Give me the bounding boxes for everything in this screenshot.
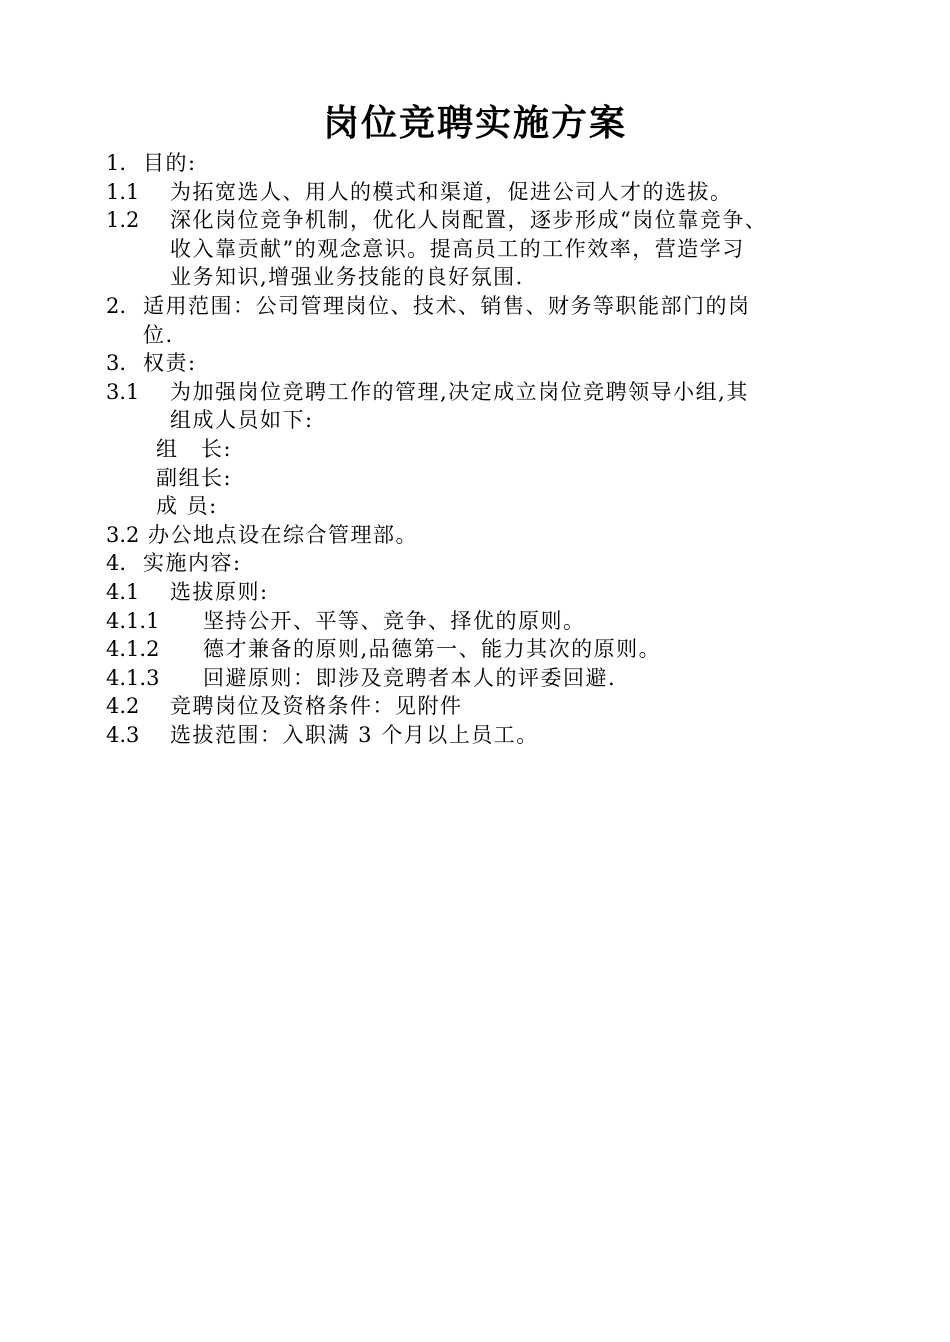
section-text: 选拔范围：入职满 3 个月以上员工。 (170, 722, 539, 747)
section-number: 3.1 (106, 379, 140, 404)
section-text: 为加强岗位竞聘工作的管理,决定成立岗位竞聘领导小组,其 (170, 379, 749, 404)
member-line (0, 492, 950, 521)
section-line (0, 521, 950, 550)
section-line (0, 235, 950, 264)
section-line (0, 178, 950, 207)
section-number: 4.1 (106, 579, 140, 604)
section-number: 3.2 (106, 522, 140, 547)
section-text: 回避原则：即涉及竞聘者本人的评委回避. (203, 665, 617, 690)
document-body (0, 149, 950, 749)
section-text: 权责: (143, 351, 197, 376)
section-number: 1.2 (106, 208, 140, 233)
section-text: 竞聘岗位及资格条件：见附件 (170, 694, 463, 719)
section-number: 4.1.3 (106, 665, 160, 690)
section-line (0, 349, 950, 378)
section-number: 4.2 (106, 694, 140, 719)
section-text: 坚持公开、平等、竞争、择优的原则。 (203, 608, 586, 633)
section-number: 1.1 (106, 179, 140, 204)
member-line (0, 464, 950, 493)
section-line (0, 549, 950, 578)
section-text: 办公地点设在综合管理部。 (148, 522, 418, 547)
section-line (0, 635, 950, 664)
section-line (0, 578, 950, 607)
section-line (0, 664, 950, 693)
deputy-leader-label: 副组长: (156, 465, 233, 490)
section-line (0, 206, 950, 235)
section-line (0, 721, 950, 750)
section-line (0, 378, 950, 407)
section-number: 3. (106, 351, 127, 376)
section-text: 实施内容: (143, 551, 242, 576)
section-number: 4.1.2 (106, 637, 160, 662)
document-title: 岗位竞聘实施方案 (322, 103, 627, 144)
section-line (0, 149, 950, 178)
member-line (0, 435, 950, 464)
section-text: 业务知识,增强业务技能的良好氛围. (170, 265, 524, 290)
section-text: 深化岗位竞争机制，优化人岗配置，逐步形成“岗位靠竞争、 (170, 208, 768, 233)
section-number: 4. (106, 551, 127, 576)
section-line (0, 321, 950, 350)
section-line (0, 263, 950, 292)
section-line (0, 406, 950, 435)
section-text: 选拔原则: (170, 579, 269, 604)
section-text: 目的: (143, 151, 197, 175)
section-line (0, 692, 950, 721)
section-text: 位. (143, 322, 174, 347)
leader-label: 组 长: (156, 436, 233, 461)
section-text: 为拓宽选人、用人的模式和渠道，促进公司人才的选拔。 (170, 179, 733, 204)
section-line (0, 292, 950, 321)
section-line (0, 607, 950, 636)
section-text: 组成人员如下: (170, 408, 314, 433)
section-number: 4.1.1 (106, 608, 160, 633)
section-text: 德才兼备的原则,品德第一、能力其次的原则。 (203, 637, 662, 662)
section-number: 2. (106, 293, 127, 318)
section-text: 收入靠贡献”的观念意识。提高员工的工作效率，营造学习 (170, 236, 745, 261)
section-text: 适用范围：公司管理岗位、技术、销售、财务等职能部门的岗 (143, 293, 751, 318)
members-label: 成 员: (156, 494, 218, 519)
section-number: 4.3 (106, 722, 140, 747)
section-number: 1. (106, 151, 127, 175)
